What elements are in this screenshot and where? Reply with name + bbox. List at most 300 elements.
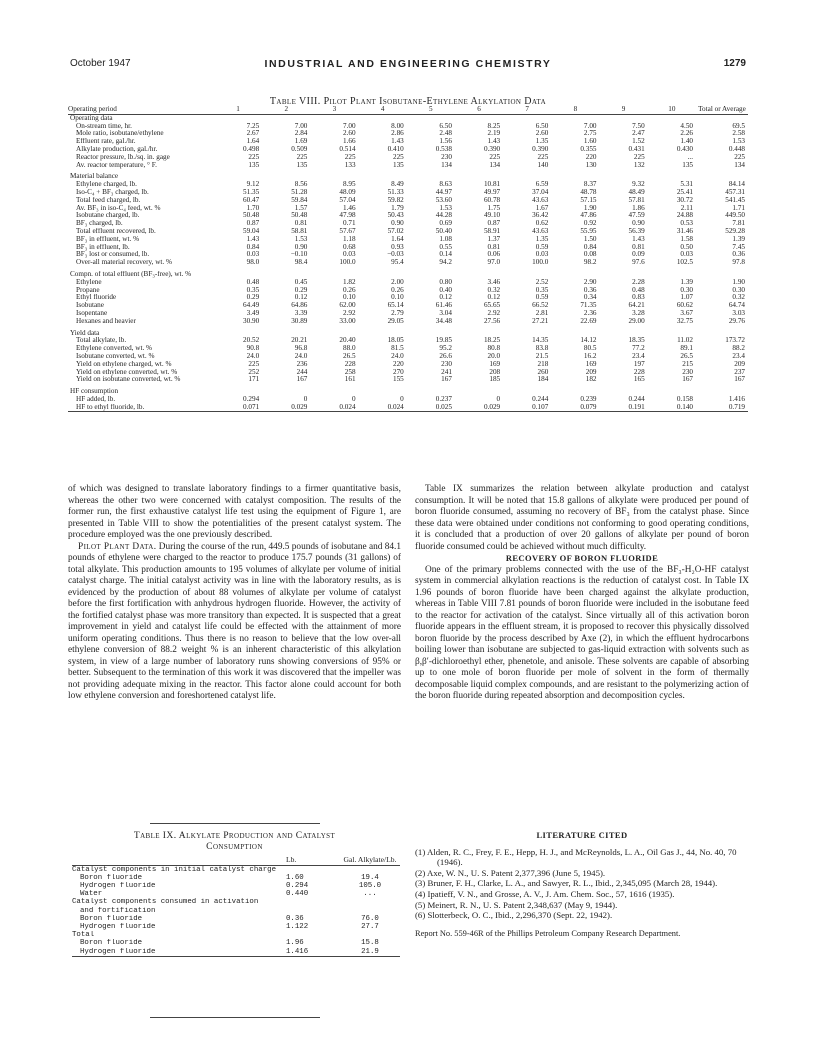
- table-cell: 0.40: [439, 286, 452, 294]
- row-label: Propane: [76, 286, 100, 294]
- table-cell: 1.53: [294, 235, 308, 243]
- row-label: Boron fluoride: [80, 939, 143, 948]
- row-label: Catalyst components in initial catalyst charge: [72, 865, 277, 874]
- column-header: 4: [380, 106, 385, 113]
- table-cell: 95.2: [439, 345, 452, 353]
- table-row: [68, 220, 748, 228]
- table-cell: 50.43: [387, 212, 404, 220]
- table-cell: 0.29: [246, 294, 260, 302]
- table-row: [68, 236, 748, 244]
- table-row: [72, 931, 400, 939]
- table-cell: 0.30: [680, 286, 693, 294]
- table-cell: 0: [303, 395, 308, 403]
- table-cell: 97.8: [732, 259, 745, 267]
- table-cell: 20.52: [243, 337, 260, 345]
- paragraph: Table IX summarizes the relation between alkylate production and catalyst consumption. It will be noted that 15.8 gallons of alkylate were produced per pound of boron fluoride consumed, assuming no recovery of BF₃ from the catalyst phase. Since these data were obtained under conditions not conforming to good operating conditions, it is concluded that a production of over 20 gallons of alkylate per pound of boron fluoride consumed could be achieved without much difficulty.: [415, 484, 749, 552]
- row-label: Ethyl fluoride: [76, 294, 117, 302]
- table-cell: 0.719: [728, 403, 745, 411]
- row-label: On-stream time, hr.: [76, 122, 132, 130]
- table-cell: 0.09: [632, 251, 645, 259]
- table-cell: 225: [392, 153, 404, 161]
- table-cell: 173.72: [725, 337, 745, 345]
- table-cell: 64.21: [628, 302, 645, 310]
- table-cell: 457.31: [725, 188, 745, 196]
- row-label: HF added, lb.: [76, 395, 116, 403]
- table-cell: 57.04: [339, 196, 356, 204]
- table-cell: 0: [351, 395, 356, 403]
- table-cell: 95.4: [391, 259, 404, 267]
- table-row: [72, 882, 400, 890]
- table-row: [68, 361, 748, 369]
- table-cell: 2.60: [535, 130, 549, 138]
- table-cell: 2.84: [294, 130, 308, 138]
- table-row: [72, 874, 400, 882]
- table-cell: 30.89: [291, 317, 308, 325]
- table-cell: 167: [296, 376, 308, 384]
- table-cell: 208: [489, 368, 501, 376]
- reference-item: (5) Meinert, R. N., U. S. Patent 2,348,637 (May 9, 1944).: [415, 899, 618, 910]
- table-cell: 53.60: [435, 196, 452, 204]
- table-cell: 135: [392, 161, 404, 169]
- table-cell: 0.59: [535, 243, 549, 251]
- table-cell: 27.7: [361, 922, 379, 931]
- table-cell: 0.294: [286, 881, 309, 890]
- table-cell: 0.498: [243, 145, 260, 153]
- table-cell: 59.04: [243, 227, 260, 235]
- table-cell: 449.50: [725, 212, 745, 220]
- table-cell: 10.81: [483, 181, 501, 189]
- table-cell: 37.04: [532, 188, 549, 196]
- column-header: 5: [429, 106, 433, 113]
- table-cell: 1.58: [680, 235, 693, 243]
- table-cell: 0.158: [676, 395, 693, 403]
- table-cell: 18.05: [387, 337, 404, 345]
- table-cell: 0.71: [342, 220, 356, 228]
- table-cell: 0.12: [294, 294, 308, 302]
- table-cell: 1.40: [680, 138, 693, 146]
- table-cell: 98.4: [294, 259, 308, 267]
- table-cell: 3.39: [294, 309, 308, 317]
- table-cell: 0.87: [487, 220, 501, 228]
- table-cell: 1.416: [286, 947, 309, 956]
- column-header: 2: [284, 106, 289, 113]
- table-cell: 105.0: [358, 881, 382, 890]
- table-cell: 0.12: [487, 294, 501, 302]
- table-cell: 80.8: [487, 345, 501, 353]
- table-cell: 225: [248, 360, 260, 368]
- table-cell: 48.49: [628, 188, 645, 196]
- table-cell: 230: [441, 153, 452, 161]
- table-cell: 8.49: [391, 181, 404, 189]
- table-cell: 98.2: [583, 259, 597, 267]
- table-cell: 0.06: [487, 251, 501, 259]
- table-cell: [286, 866, 340, 874]
- table-cell: 30.90: [243, 317, 260, 325]
- literature-cited: [415, 830, 749, 939]
- table-cell: 135: [296, 161, 308, 169]
- table-cell: 252: [248, 368, 260, 376]
- column-header: 3: [332, 106, 337, 113]
- table-cell: 62.00: [339, 302, 356, 310]
- table-cell: 165: [633, 376, 645, 384]
- table-cell: 1.43: [391, 138, 404, 146]
- row-label: Total alkylate, lb.: [76, 337, 127, 345]
- table-cell: 57.67: [339, 227, 356, 235]
- table-cell: 60.47: [243, 196, 260, 204]
- row-label: Boron fluoride: [80, 873, 143, 882]
- table-cell: 21.5: [535, 352, 549, 360]
- table-cell: 225: [344, 153, 356, 161]
- table-cell: 1.66: [342, 138, 356, 146]
- row-label: Hydrogen fluoride: [80, 922, 156, 931]
- table-row: [68, 123, 748, 131]
- table-cell: 0.431: [628, 145, 645, 153]
- row-label: Hexanes and heavier: [76, 317, 136, 325]
- table-cell: 244: [296, 368, 308, 376]
- paragraph: One of the primary problems connected with the use of the BF₃-H₂O-HF catalyst system in commercial alkylation reactions is the reduction of catalyst cost. In Table IX 1.96 pounds of boron fluoride have been charged against the alkylate production, whereas in Table VIII 7.81 pounds of boron fluoride were included in the isobutane feed to the reactor for activation of the catalyst. Since virtually all of this activation boron fluoride appears in the effluent stream, it is proposed to recover this physically dissolved boron fluoride by the process described by Axe (2), in which the effluent hydrocarbons boiling lower than isobutane are subjected to gas-liquid extraction with solvents such as β,β′-dichloroethyl ether, phenetole, and anisole. These solvents are capable of absorbing up to one mole of boron fluoride per mole of solvent in the form of thermally decomposable liquid complex compounds, and are resistant to the polymerizing action of the boron fluoride during repeated absorption and decomposition cycles.: [415, 564, 749, 701]
- table-cell: 0.90: [391, 220, 404, 228]
- table-cell: 228: [633, 368, 645, 376]
- paragraph: [68, 542, 401, 703]
- table-row: [68, 404, 748, 412]
- table-cell: 1.60: [583, 138, 597, 146]
- table-cell: 58.81: [291, 227, 308, 235]
- table-cell: 529.28: [725, 227, 745, 235]
- table-cell: 0.08: [583, 251, 597, 259]
- table-cell: 1.82: [342, 278, 356, 286]
- divider: [150, 1017, 320, 1018]
- table-cell: 8.25: [487, 122, 501, 130]
- table-cell: 64.74: [728, 302, 745, 310]
- table-cell: 258: [344, 368, 356, 376]
- table-cell: 1.90: [583, 204, 597, 212]
- table-cell: 27.56: [483, 317, 501, 325]
- table-cell: [340, 898, 400, 906]
- table-cell: 55.95: [580, 227, 597, 235]
- table-cell: 88.0: [342, 345, 356, 353]
- table-cell: 23.4: [632, 352, 645, 360]
- table-cell: 80.5: [583, 345, 597, 353]
- table-cell: 197: [633, 360, 645, 368]
- table-cell: 225: [734, 153, 745, 161]
- table-cell: 185: [489, 376, 501, 384]
- row-label: BF₃ charged, lb.: [76, 220, 123, 228]
- table-cell: 0.32: [487, 286, 501, 294]
- table-cell: 225: [633, 153, 645, 161]
- table-cell: 1.86: [632, 204, 645, 212]
- table-cell: 0.81: [294, 220, 308, 228]
- table-cell: 7.45: [732, 243, 745, 251]
- table-cell: 0.029: [483, 403, 501, 411]
- table-row: [68, 181, 748, 189]
- table-cell: 15.8: [361, 939, 379, 948]
- table-row: [72, 890, 400, 898]
- table-cell: 66.52: [532, 302, 549, 310]
- table-cell: 0.48: [632, 286, 645, 294]
- table-cell: 14.12: [580, 337, 597, 345]
- table-cell: 209: [734, 360, 745, 368]
- table-cell: 19.85: [435, 337, 452, 345]
- table-cell: 59.82: [387, 196, 404, 204]
- table-cell: 83.8: [535, 345, 549, 353]
- table-cell: 57.81: [628, 196, 645, 204]
- table-cell: 0.68: [342, 243, 356, 251]
- table-cell: 1.122: [286, 922, 309, 931]
- table-cell: 0.90: [294, 243, 308, 251]
- table-cell: 21.9: [361, 947, 379, 956]
- table-cell: 1.64: [391, 235, 404, 243]
- table-cell: 6.59: [535, 181, 549, 189]
- table-cell: 1.46: [342, 204, 356, 212]
- table-cell: 100.0: [532, 259, 549, 267]
- table-cell: 215: [682, 360, 693, 368]
- row-label: Ethylene charged, lb.: [76, 181, 137, 189]
- table-cell: 132: [633, 161, 645, 169]
- table-cell: 48.09: [339, 188, 356, 196]
- body-column-right: [415, 484, 749, 703]
- table-cell: 1.37: [487, 235, 501, 243]
- table-row: [68, 287, 748, 295]
- table-cell: 0.024: [339, 403, 356, 411]
- table-cell: 2.36: [583, 309, 597, 317]
- section-heading: RECOVERY OF BORON FLUORIDE: [505, 553, 659, 563]
- table-row: [68, 376, 748, 384]
- header-journal: INDUSTRIAL AND ENGINEERING CHEMISTRY: [264, 58, 552, 70]
- table-cell: 20.40: [339, 337, 356, 345]
- table-cell: 133: [344, 161, 356, 169]
- table-cell: 14.35: [532, 337, 549, 345]
- table-cell: 220: [585, 153, 597, 161]
- row-label: Yield on isobutane converted, wt. %: [76, 376, 181, 384]
- table-cell: 140: [537, 161, 549, 169]
- table-cell: 0.35: [535, 286, 549, 294]
- row-label: BF₃ lost or consumed, lb.: [76, 251, 150, 259]
- table-cell: 90.8: [246, 345, 260, 353]
- run-in-heading: Pilot Plant Data.: [78, 541, 157, 552]
- table-cell: 236: [296, 360, 308, 368]
- table-cell: 94.2: [439, 259, 452, 267]
- row-label: Total effluent recovered, lb.: [76, 227, 156, 235]
- table-cell: 134: [441, 161, 452, 169]
- table-cell: 1.52: [632, 138, 645, 146]
- table-cell: 58.91: [483, 227, 501, 235]
- table-cell: 0.140: [676, 403, 693, 411]
- table-cell: 22.69: [580, 317, 597, 325]
- table-cell: −0.10: [290, 251, 308, 259]
- table-cell: 50.40: [435, 227, 452, 235]
- row-label: Iso-C₄ + BF₃ charged, lb.: [76, 188, 149, 196]
- column-header: 8: [573, 106, 578, 113]
- table-cell: 61.46: [435, 302, 452, 310]
- table-cell: 24.0: [246, 352, 260, 360]
- table-cell: 130: [585, 161, 597, 169]
- table-cell: 0.32: [732, 294, 745, 302]
- table-cell: 32.75: [676, 317, 693, 325]
- table-cell: 19.4: [361, 873, 379, 882]
- row-label: Total feed charged, lb.: [76, 196, 141, 204]
- column-header: 9: [621, 106, 626, 113]
- table-cell: 1.70: [246, 204, 260, 212]
- table-cell: 1.71: [732, 204, 745, 212]
- table-cell: 16.2: [583, 352, 597, 360]
- table-cell: 0.538: [435, 145, 452, 153]
- table-cell: 1.50: [583, 235, 597, 243]
- table-cell: 44.97: [435, 188, 452, 196]
- table-cell: 65.65: [483, 302, 501, 310]
- table-row: [68, 318, 748, 326]
- table-row: [72, 948, 400, 957]
- table-cell: 3.03: [732, 309, 745, 317]
- row-label: Yield on ethylene charged, wt. %: [76, 360, 172, 368]
- table-cell: 134: [734, 161, 745, 169]
- table-cell: 0.81: [487, 243, 501, 251]
- reference-item: (2) Axe, W. N., U. S. Patent 2,377,396 (June 5, 1945).: [415, 867, 606, 878]
- table-cell: 26.5: [342, 352, 356, 360]
- row-label: Total: [72, 931, 95, 940]
- row-label: Alkylate production, gal./hr.: [76, 145, 158, 153]
- table-cell: 169: [489, 360, 501, 368]
- table-cell: 2.92: [342, 309, 356, 317]
- table-cell: 2.58: [732, 130, 745, 138]
- row-label: Yield on ethylene converted, wt. %: [76, 368, 178, 376]
- table-cell: 1.39: [732, 235, 745, 243]
- table-row: [68, 197, 748, 205]
- table-cell: 0.024: [387, 403, 404, 411]
- reference-item: (3) Bruner, F. H., Clarke, L. A., and Sawyer, R. L., Ibid., 2,345,095 (March 28, 1944).: [415, 878, 718, 889]
- table-cell: 0.294: [243, 395, 260, 403]
- table-cell: 59.84: [291, 196, 308, 204]
- table-cell: 218: [537, 360, 549, 368]
- row-label: Isobutane converted, wt. %: [76, 352, 155, 360]
- table-cell: 228: [344, 360, 356, 368]
- column-header: Total or Average: [698, 106, 746, 113]
- table-cell: 2.79: [391, 309, 404, 317]
- table-cell: 27.21: [532, 317, 549, 325]
- table-cell: 0.244: [628, 395, 645, 403]
- header-page-number: 1279: [723, 58, 746, 69]
- table-cell: 135: [248, 161, 260, 169]
- table-cell: 230: [682, 368, 693, 376]
- table-cell: 0.410: [387, 145, 404, 153]
- table-cell: 4.50: [680, 122, 693, 130]
- table-cell: 2.48: [439, 130, 452, 138]
- table-cell: 89.1: [680, 345, 693, 353]
- table-cell: 49.10: [483, 212, 501, 220]
- table-cell: 18.35: [628, 337, 645, 345]
- table-cell: 1.08: [439, 235, 452, 243]
- table-cell: 0.514: [339, 145, 356, 153]
- table-cell: 3.46: [487, 278, 501, 286]
- table-cell: 0.93: [391, 243, 404, 251]
- table-cell: 1.79: [391, 204, 404, 212]
- table-cell: 241: [441, 368, 452, 376]
- row-label: Boron fluoride: [80, 914, 143, 923]
- table-cell: 1.07: [680, 294, 693, 302]
- table-cell: 50.48: [243, 212, 260, 220]
- row-label: Hydrogen fluoride: [80, 947, 156, 956]
- table-cell: 7.81: [732, 220, 745, 228]
- table-cell: 29.05: [387, 317, 404, 325]
- table-cell: 51.33: [387, 188, 404, 196]
- table-cell: 2.60: [342, 130, 356, 138]
- table-cell: 71.35: [580, 302, 597, 310]
- table-cell: 2.67: [246, 130, 260, 138]
- table-cell: 6.50: [439, 122, 452, 130]
- table-cell: 1.64: [246, 138, 260, 146]
- table-cell: 0.29: [294, 286, 308, 294]
- table-cell: 60.78: [483, 196, 501, 204]
- table-cell: 1.57: [294, 204, 308, 212]
- table-cell: 1.43: [487, 138, 501, 146]
- table-row: [68, 251, 748, 259]
- table-cell: 0.025: [435, 403, 452, 411]
- table-row: [68, 228, 748, 236]
- table-row: [72, 939, 400, 947]
- table-cell: 77.2: [632, 345, 645, 353]
- table-cell: 225: [489, 153, 501, 161]
- row-label: Av. BF₃ in iso-C₄ feed, wt. %: [76, 204, 161, 212]
- table-row: [68, 337, 748, 345]
- table-cell: 26.6: [439, 352, 452, 360]
- table-9-title-line: Consumption: [206, 841, 263, 852]
- table-cell: 29.00: [628, 317, 645, 325]
- table-cell: 81.5: [391, 345, 404, 353]
- row-label: Mole ratio, isobutane/ethylene: [76, 130, 164, 138]
- table-cell: 2.26: [680, 130, 693, 138]
- row-label: Hydrogen fluoride: [80, 881, 156, 890]
- table-cell: 57.02: [387, 227, 404, 235]
- table-cell: 0.03: [680, 251, 693, 259]
- row-label: Ethylene converted, wt. %: [76, 345, 153, 353]
- table-cell: 0.36: [732, 251, 745, 259]
- table-row: [72, 866, 400, 874]
- table-cell: 225: [248, 153, 260, 161]
- table-cell: 2.28: [632, 278, 645, 286]
- table-cell: 0.440: [286, 890, 309, 899]
- table-row: [68, 154, 748, 162]
- table-cell: 7.50: [632, 122, 645, 130]
- table-cell: 1.53: [732, 138, 745, 146]
- table-cell: 3.04: [439, 309, 452, 317]
- table-cell: 0.26: [391, 286, 404, 294]
- table-row: [68, 244, 748, 252]
- table-cell: 2.90: [583, 278, 597, 286]
- table-cell: [340, 931, 400, 939]
- divider: [150, 823, 320, 824]
- column-header: Lb.: [286, 856, 297, 865]
- table-cell: 8.37: [583, 181, 597, 189]
- table-cell: ...: [363, 890, 377, 899]
- table-cell: 0.430: [676, 145, 693, 153]
- table-cell: 1.75: [487, 204, 501, 212]
- row-label: Catalyst components consumed in activation: [72, 898, 259, 907]
- table-cell: 1.35: [535, 235, 549, 243]
- table-cell: 1.60: [286, 873, 304, 882]
- table-9: [72, 856, 400, 957]
- table-cell: 1.56: [439, 138, 452, 146]
- table-row: [72, 898, 400, 906]
- table-cell: 0.84: [583, 243, 597, 251]
- table-cell: 209: [585, 368, 597, 376]
- table-cell: 0.244: [532, 395, 549, 403]
- table-cell: 0.90: [632, 220, 645, 228]
- table-row: [68, 146, 748, 154]
- table-cell: 2.19: [487, 130, 501, 138]
- table-cell: 0.079: [580, 403, 597, 411]
- table-cell: 0.59: [535, 294, 549, 302]
- table-cell: [286, 898, 340, 906]
- row-label: BF₃ in effluent, wt. %: [76, 235, 140, 243]
